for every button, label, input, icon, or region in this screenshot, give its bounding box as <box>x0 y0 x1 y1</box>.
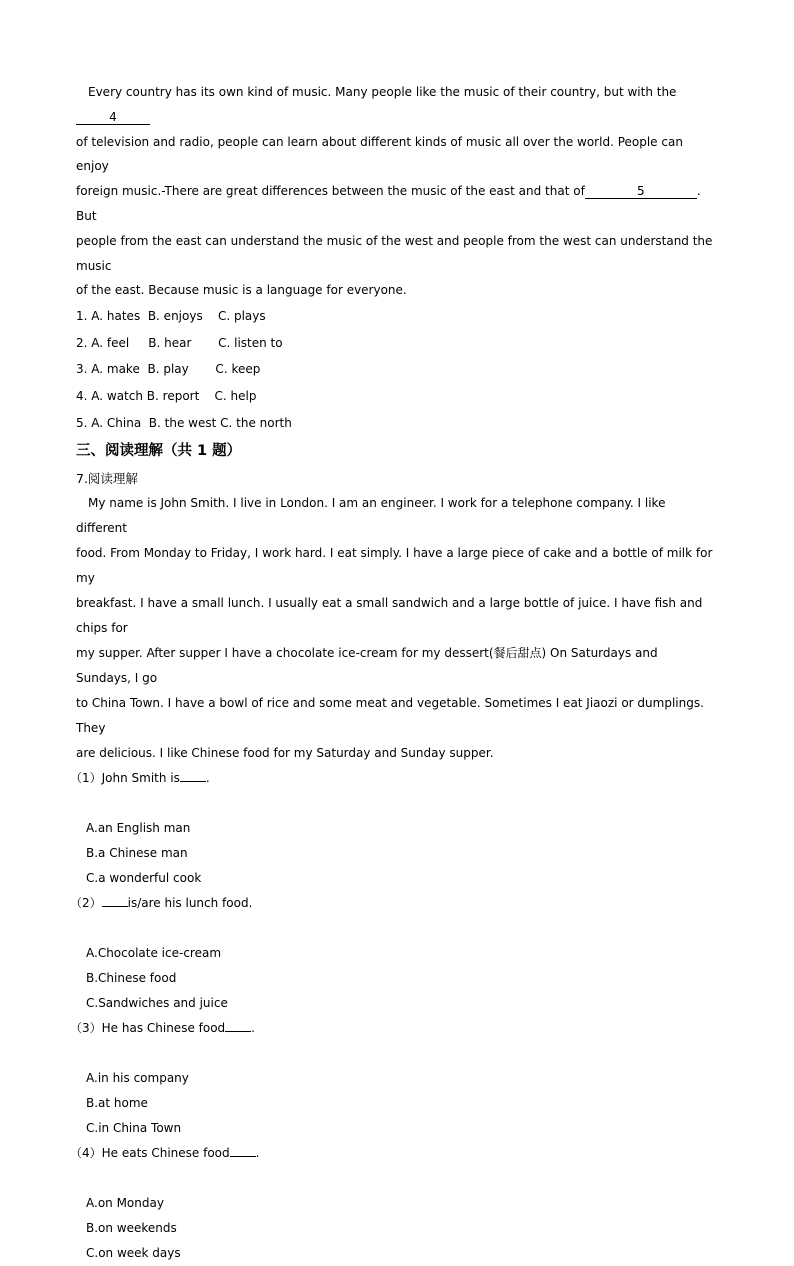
answer-option: C.a wonderful cook <box>86 871 202 886</box>
question-stem: （2） is/are his lunch food. <box>70 896 253 911</box>
blank-5: 5 <box>585 184 697 199</box>
answer-option: A.Chocolate ice-cream <box>86 946 222 961</box>
answer-blank <box>102 894 128 907</box>
cloze-passage <box>76 80 716 303</box>
answer-option: C.in China Town <box>86 1121 182 1136</box>
option-line: 4. A. watch B. report C. help <box>76 388 257 403</box>
passage-line: to China Town. I have a bowl of rice and some meat and vegetable. Sometimes I eat Jiaozi or dumplings. They <box>76 696 704 736</box>
cloze-line-2: of television and radio, people can learn about different kinds of music all over the world. People can enjoy <box>76 134 683 174</box>
answer-option: A.on Monday <box>86 1196 164 1211</box>
question-1 <box>70 766 716 891</box>
answer-option: A.an English man <box>86 821 191 836</box>
answer-blank <box>180 769 206 782</box>
option-line: 1. A. hates B. enjoys C. plays <box>76 309 266 324</box>
cloze-line-4: people from the east can understand the music of the west and people from the west can understand the music <box>76 233 713 273</box>
passage-line: are delicious. I like Chinese food for my Saturday and Sunday supper. <box>76 746 494 761</box>
question-stem: （4）He eats Chinese food . <box>70 1146 260 1161</box>
answer-option: C.on week days <box>86 1246 181 1261</box>
question-4 <box>70 1141 716 1266</box>
answer-option: B.on weekends <box>86 1221 177 1236</box>
question-2 <box>70 891 716 1016</box>
cloze-line-3 <box>76 179 716 229</box>
question-stem: （3）He has Chinese food . <box>70 1021 255 1036</box>
cloze-line-5: of the east. Because music is a language for everyone. <box>76 283 407 298</box>
passage-line: My name is John Smith. I live in London. I am an engineer. I work for a telephone company. I like different <box>76 496 666 536</box>
question-stem: （1）John Smith is . <box>70 771 210 786</box>
passage-line: my supper. After supper I have a chocolate ice-cream for my dessert(餐后甜点) On Saturdays and Sundays, I go <box>76 646 658 686</box>
cloze-text: foreign music.-There are great differences between the music of the east and that of <box>76 184 585 199</box>
answer-option: B.Chinese food <box>86 971 177 986</box>
answer-blank <box>225 1019 251 1032</box>
option-line: 5. A. China B. the west C. the north <box>76 415 292 430</box>
answer-option: B.a Chinese man <box>86 846 188 861</box>
cloze-line-1 <box>76 80 716 130</box>
passage-line: food. From Monday to Friday, I work hard. I eat simply. I have a large piece of cake and a bottle of milk for my <box>76 546 713 586</box>
answer-option: C.Sandwiches and juice <box>86 996 228 1011</box>
cloze-options <box>76 303 716 436</box>
reading-title: 7.阅读理解 <box>76 471 138 487</box>
answer-blank <box>230 1144 256 1157</box>
cloze-text: . But <box>76 184 701 223</box>
cloze-text: Every country has its own kind of music. Many people like the music of their country, but with the <box>88 85 677 99</box>
option-line: 3. A. make B. play C. keep <box>76 362 261 377</box>
blank-4: 4 <box>76 110 150 125</box>
passage-line: breakfast. I have a small lunch. I usually eat a small sandwich and a large bottle of juice. I have fish and chips for <box>76 596 703 636</box>
section-heading: 三、阅读理解（共 1 题） <box>76 443 242 460</box>
document-page <box>70 80 716 1266</box>
question-3 <box>70 1016 716 1141</box>
answer-option: B.at home <box>86 1096 148 1111</box>
option-line: 2. A. feel B. hear C. listen to <box>76 335 283 350</box>
answer-option: A.in his company <box>86 1071 189 1086</box>
reading-passage <box>76 491 716 766</box>
